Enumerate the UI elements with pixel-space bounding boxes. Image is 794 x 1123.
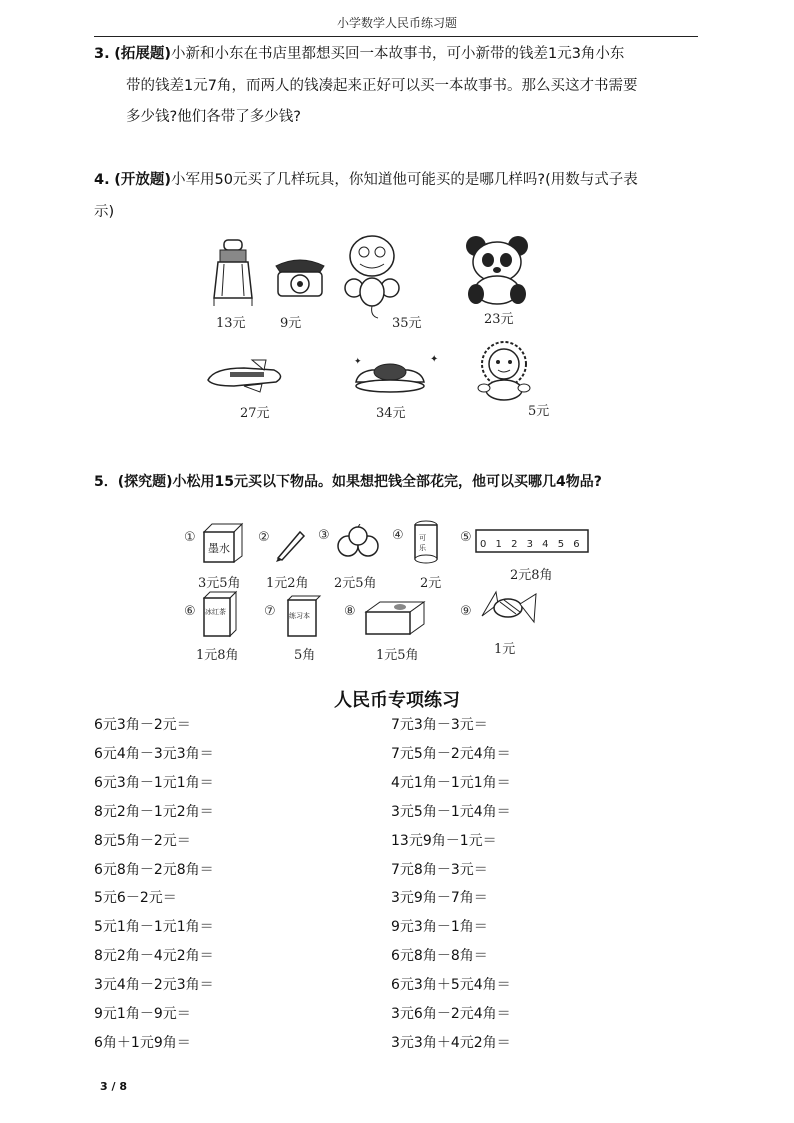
exercise-item: 8元5角－2元＝	[94, 832, 191, 849]
item-number: ⑤	[460, 530, 472, 545]
q4-line2: 示)	[94, 204, 115, 220]
toy-price: 34元	[376, 406, 406, 421]
exercise-item: 3元9角－7角＝	[391, 890, 488, 907]
page-header: 小学数学人民币练习题	[336, 16, 457, 30]
exercise-item: 3元4角－2元3角＝	[94, 977, 214, 994]
q4-line1	[94, 170, 638, 190]
exercise-item: 6元8角－8角＝	[391, 948, 488, 965]
candy-icon	[476, 586, 540, 630]
q3-text1: 小新和小东在书店里都想买回一本故事书，可小新带的钱差1元3角小东	[170, 46, 625, 62]
page-number: 3 / 8	[100, 1080, 127, 1093]
monkey-toy-icon	[340, 232, 404, 322]
ruler-scale: 0 1 2 3 4 5 6	[480, 539, 583, 550]
exercise-item: 5元1角－1元1角＝	[94, 919, 214, 936]
toy-price: 27元	[240, 406, 270, 421]
item-price: 1元	[494, 642, 516, 657]
item-number: ⑨	[460, 604, 472, 619]
exercise-item: 3元5角－1元4角＝	[391, 803, 511, 820]
exercise-item: 6元3角－1元1角＝	[94, 774, 214, 791]
telephone-toy-icon	[270, 256, 330, 300]
item-price: 5角	[294, 648, 316, 663]
item-price: 2元5角	[334, 576, 377, 591]
svg-text:乐: 乐	[419, 544, 426, 552]
item-price: 1元2角	[266, 576, 309, 591]
exercise-item: 7元5角－2元4角＝	[391, 745, 511, 762]
notebook-icon	[284, 594, 324, 638]
item-number: ④	[392, 528, 404, 543]
ink-bottle-icon	[200, 522, 244, 564]
toy-price: 13元	[216, 316, 246, 331]
toy-price: 5元	[528, 404, 550, 419]
ruler-icon	[474, 528, 590, 554]
exercise-item: 9元1角－9元＝	[94, 1006, 191, 1022]
exercise-item: 7元3角－3元＝	[391, 717, 488, 733]
item-price: 1元5角	[376, 648, 419, 663]
pencil-icon	[272, 526, 308, 562]
exercise-item: 6角＋1元9角＝	[94, 1034, 191, 1051]
item-number: ①	[184, 530, 196, 545]
apples-icon	[332, 524, 382, 560]
svg-text:可: 可	[419, 534, 426, 542]
toy-price: 9元	[280, 316, 302, 331]
svg-text:✦: ✦	[430, 354, 439, 365]
ink-label: 墨水	[208, 542, 230, 555]
item-number: ⑧	[344, 604, 356, 619]
item-price: 3元5角	[198, 576, 241, 591]
q4-number: 4.	[94, 172, 110, 188]
item-number: ⑦	[264, 604, 276, 619]
q5-text: 5．(探究题)小松用15元买以下物品。如果想把钱全部花完，他可以买哪几4物品?	[94, 474, 602, 490]
item-number: ②	[258, 530, 270, 545]
exercise-item: 13元9角－1元＝	[391, 832, 497, 849]
section-title: 人民币专项练习	[334, 690, 460, 711]
q3-line3: 多少钱?他们各带了多少钱?	[126, 109, 301, 125]
exercise-item: 3元6角－2元4角＝	[391, 1006, 511, 1022]
cola-can-icon	[412, 520, 440, 564]
item-number: ③	[318, 528, 330, 543]
exercise-item: 4元1角－1元1角＝	[391, 774, 511, 791]
exercise-item: 9元3角－1角＝	[391, 919, 488, 936]
ice-tea-box-icon	[200, 590, 240, 638]
q3-line1	[94, 44, 624, 64]
item-price: 1元8角	[196, 648, 239, 663]
toy-price: 35元	[392, 316, 422, 331]
item-price: 2元	[420, 576, 442, 591]
exercise-item: 6元3角－2元＝	[94, 717, 191, 733]
exercise-item: 6元8角－2元8角＝	[94, 861, 214, 878]
svg-text:✦: ✦	[354, 357, 362, 367]
exercise-item: 8元2角－1元2角＝	[94, 803, 214, 820]
panda-toy-icon	[462, 234, 532, 306]
exercise-item: 6元4角－3元3角＝	[94, 745, 214, 762]
exercise-item: 8元2角－4元2角＝	[94, 948, 214, 965]
q3-tag: (拓展题)	[114, 46, 171, 62]
notebook-label: 练习本	[289, 612, 310, 620]
exercise-item: 6元3角＋5元4角＝	[391, 977, 511, 994]
exercise-item: 7元8角－3元＝	[391, 861, 488, 878]
doll-toy-icon	[468, 340, 540, 402]
item-price: 2元8角	[510, 568, 553, 583]
airplane-toy-icon	[204, 358, 288, 394]
q3-number: 3.	[94, 46, 110, 62]
ice-tea-label: 冰红茶	[205, 608, 226, 616]
pencil-box-icon	[362, 598, 428, 638]
exercise-item: 3元3角＋4元2角＝	[391, 1034, 511, 1051]
q3-line2: 带的钱差1元7角，而两人的钱凑起来正好可以买一本故事书。那么买这才书需要	[126, 78, 638, 94]
q4-tag: (开放题)	[114, 172, 171, 188]
exercise-item: 5元6－2元＝	[94, 890, 177, 907]
q4-text1: 小军用50元买了几样玩具，你知道他可能买的是哪几样吗?(用数与式子表	[170, 172, 638, 188]
tank-toy-icon	[350, 352, 440, 396]
header-rule	[94, 36, 698, 37]
toy-price: 23元	[484, 312, 514, 327]
robot-toy-icon	[210, 238, 256, 308]
item-number: ⑥	[184, 604, 196, 619]
